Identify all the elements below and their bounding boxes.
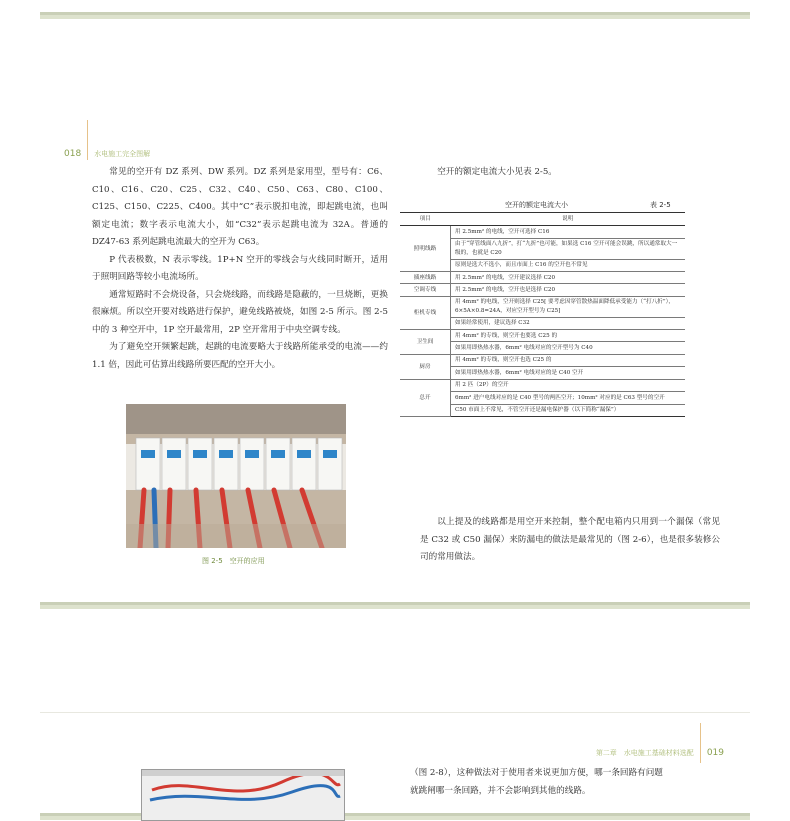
- table-cell: 用 2.5mm² 的电线，空开建议选择 C20: [451, 272, 686, 284]
- table-cell: 如果用即热热水器，6mm² 电线对应的是 C40 空开: [451, 367, 686, 379]
- distribution-box-illustration: [142, 770, 344, 820]
- table-row: [400, 272, 685, 284]
- table-row: [400, 379, 685, 391]
- table-row: [400, 296, 685, 317]
- header-divider: [87, 120, 88, 160]
- table-title: 空开的额定电流大小: [505, 201, 568, 209]
- table-cell: 由于“穿管线面八九折”，打“九折”也可能，如果选 C16 空开可能会误跳，所以通常取大一级的，也就是 C20: [451, 238, 686, 259]
- breaker-illustration: [126, 404, 346, 548]
- table-cell: 用 2.5mm² 的电线，空开可选择 C16: [451, 226, 686, 238]
- table-cell-category: 照明线路: [400, 226, 451, 272]
- paragraph: 通常短路时不会烧设备，只会烧线路，而线路是隐蔽的，一旦烧断，更换很麻烦。所以空开要对线路进行保护，避免线路被烧，如图 2-5 所示。图 2-5 中的 3 种空开中，1P 空开最常用，2P 空开常用于中央空调专线。: [92, 289, 388, 335]
- table-cell-category: 厨房: [400, 354, 451, 379]
- paragraph: 以上提及的线路都是用空开来控制，整个配电箱内只用到一个漏保（常见是 C32 或 C50 漏保）来防漏电的做法是最常见的（图 2-6），也是很多装修公司的常用做法。: [420, 517, 720, 562]
- figure-caption: 图 2-5 空开的应用: [202, 557, 265, 565]
- table-header: 项目: [400, 213, 451, 226]
- book-page-019: [40, 712, 750, 813]
- table-row: [400, 330, 685, 342]
- right-column-text: [420, 514, 720, 567]
- page-number: 018: [64, 149, 82, 159]
- table-number: 表 2-5: [650, 201, 671, 209]
- paragraph: P 代表极数，N 表示零线。1P+N 空开的零线会与火线同时断开，适用于照明回路等较小电流场所。: [92, 254, 388, 282]
- table-cell: 用 4mm² 的专线，则空开也选 C25 的: [451, 354, 686, 366]
- paragraph: 为了避免空开频繁起跳，起跳的电流要略大于线路所能承受的电流——约 1.1 倍，因此可估算出线路所要匹配的空开大小。: [92, 342, 388, 370]
- page-number: 019: [706, 748, 724, 758]
- paragraph: 空开的额定电流大小见表 2-5。: [437, 167, 557, 177]
- table-cell: 如果用即热热水器，6mm² 电线对应的空开型号为 C40: [451, 342, 686, 354]
- breaker-current-table: [400, 212, 685, 417]
- next-page-text: [410, 765, 720, 800]
- distribution-box-photo: [141, 769, 345, 821]
- text-line: 就跳闸哪一条回路，并不会影响到其他的线路。: [410, 785, 591, 796]
- table-cell: 用 4mm² 的电线，空开则选择 C25[ 要考虑因穿管散热温面降低承受能力（“打八折”），6×5A×0.8=24A，对应空开型号为 C25]: [451, 296, 686, 317]
- table-intro: [420, 164, 720, 182]
- previous-page-bottom: [40, 0, 750, 12]
- table-cell: 用 2 匹（2P）的空开: [451, 379, 686, 391]
- table-cell: 用 4mm² 的专线，则空开也要选 C25 的: [451, 330, 686, 342]
- table-row: [400, 226, 685, 238]
- header-divider: [700, 723, 701, 763]
- table-header-row: [400, 213, 685, 226]
- left-column-text: [92, 164, 388, 374]
- table-cell: 6mm² 进户电线对应的是 C40 型号的两匹空开；10mm² 对应的是 C63 型号的空开: [451, 392, 686, 404]
- breaker-photo: [126, 404, 346, 548]
- table-row: [400, 284, 685, 296]
- table-row: [400, 354, 685, 366]
- text-line: （图 2-8），这种做法对于使用者来说更加方便，哪一条回路有问题: [410, 768, 663, 778]
- table-cell-category: 插座线路: [400, 272, 451, 284]
- paragraph: 常见的空开有 DZ 系列、DW 系列。DZ 系列是家用型，型号有：C6、C10、C16、C20、C25、C32、C40、C50、C63、C80、C100、C125、C150、C225、C400。其中“C”表示脱扣电流，即起跳电流，也叫额定电流；数字表示电流大小，如“C32”表示起跳电流为 32A。普通的 DZ47-63 系列起跳电流最大的空开为 C63。: [92, 167, 388, 247]
- table-cell-category: 柜机专线: [400, 296, 451, 329]
- running-title: 水电施工完全图解: [94, 150, 151, 158]
- table-cell: 原则是选大不选小，而且市面上 C16 的空开也不常见: [451, 259, 686, 271]
- table-cell-category: 卫生间: [400, 330, 451, 355]
- table-cell: 用 2.5mm² 的电线，空开也是选择 C20: [451, 284, 686, 296]
- table-cell-category: 总开: [400, 379, 451, 416]
- table-cell: C50 市面上不常见，不管空开还是漏电保护器（以下简称“漏保”）: [451, 404, 686, 416]
- running-title: 第二章 水电施工基础材料选配: [595, 749, 694, 757]
- table-cell-category: 空调专线: [400, 284, 451, 296]
- table-cell: 如果经常使用，建议选择 C32: [451, 317, 686, 329]
- table-caption: [400, 200, 685, 212]
- table-header: 说明: [451, 213, 686, 226]
- book-page-018: [40, 100, 750, 602]
